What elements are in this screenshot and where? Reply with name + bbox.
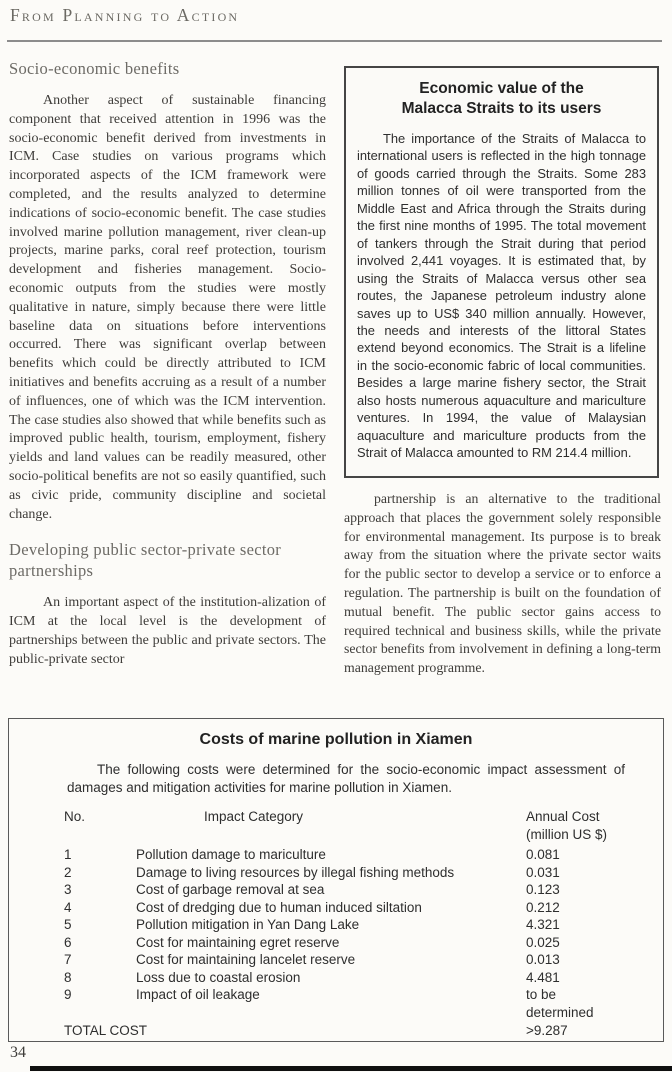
table-row xyxy=(9,916,663,934)
row-cost: 0.025 xyxy=(526,934,560,950)
col-header-annual-cost xyxy=(526,808,621,844)
row-category: Cost of dredging due to human induced siltation xyxy=(136,899,422,915)
row-no: 9 xyxy=(64,987,72,1002)
table-row xyxy=(9,934,663,952)
row-no: 7 xyxy=(64,952,72,967)
row-category: Pollution damage to mariculture xyxy=(136,847,326,862)
right-column xyxy=(344,64,661,716)
row-category: Impact of oil leakage xyxy=(136,987,260,1002)
partnerships-paragraph-start: An important aspect of the institution-alization of ICM at the local level is the development of partnerships between the public and private sectors. The public-private sector xyxy=(9,595,326,667)
row-category: Cost for maintaining lancelet reserve xyxy=(136,952,356,967)
xiamen-costs-box xyxy=(8,718,664,1042)
malacca-box-title-line1: Economic value of the xyxy=(419,80,584,97)
col-header-category: Impact Category xyxy=(204,809,304,824)
row-cost: to be determined xyxy=(526,987,594,1020)
row-no: 6 xyxy=(64,934,72,950)
row-category: Damage to living resources by illegal fishing methods xyxy=(136,864,455,880)
row-no: 4 xyxy=(64,899,72,915)
costs-box-intro: The following costs were determined for the socio-economic impact assessment of damages and mitigation activities for marine pollution in Xiamen. xyxy=(67,762,625,795)
row-category: Loss due to coastal erosion xyxy=(136,969,301,985)
table-row xyxy=(9,951,663,969)
row-cost: 4.481 xyxy=(526,969,560,985)
malacca-box-body: The importance of the Straits of Malacca to international users is reflected in the high tonnage of goods carried through the Straits. Some 283 million tonnes of oil were transported from the Middle East and Africa through the Straits during the first nine months of 1995. The total movement of tankers through the Strait during that period involved 2,441 voyages. It is estimated that, by using the Straits of Malacca versus other sea routes, the Japanese petroleum industry alone saves up to US$ 340 million annually. However, the needs and interests of the littoral States extend beyond economics. The Strait is a lifeline in the socio-economic fabric of local communities. Besides a large marine fishery sector, the Strait also hosts numerous aquaculture and mariculture ventures. In 1994, the value of Malaysian aquaculture and mariculture products from the Strait of Malacca amounted to RM 214.4 million. xyxy=(357,131,646,461)
col-header-no: No. xyxy=(64,809,86,824)
table-row xyxy=(9,864,663,882)
row-no: 3 xyxy=(64,882,72,897)
malacca-straits-box xyxy=(344,66,659,478)
table-row xyxy=(9,986,663,1021)
bottom-scan-bar xyxy=(30,1066,672,1071)
table-row xyxy=(9,899,663,917)
costs-box-title: Costs of marine pollution in Xiamen xyxy=(199,731,473,748)
row-category: Cost of garbage removal at sea xyxy=(136,882,325,897)
row-no: 5 xyxy=(64,917,72,932)
partnerships-paragraph-continued: partnership is an alternative to the traditional approach that places the government solely responsible for environmental management. Its purpose is to break away from the situation where the private sector waits for the public sector to develop a service or to enforce a regulation. The partnership is built on the foundation of mutual benefit. The public sector gains access to required technical and business skills, while the private sector benefits from involvement in defining a long-term management programme. xyxy=(344,491,661,676)
table-row xyxy=(9,881,663,899)
col-header-annual-cost-line2: (million US $) xyxy=(526,827,608,842)
row-category: Cost for maintaining egret reserve xyxy=(136,934,340,950)
header-rule xyxy=(7,40,662,42)
col-header-annual-cost-line1: Annual Cost xyxy=(526,809,600,824)
malacca-box-title xyxy=(357,79,646,119)
row-category: Pollution mitigation in Yan Dang Lake xyxy=(136,917,360,932)
section-heading-socio-economic: Socio-economic benefits xyxy=(9,59,180,78)
section-heading-partnerships: Developing public sector-private sector partnerships xyxy=(9,540,282,581)
row-no: 1 xyxy=(64,847,72,862)
page-number: 34 xyxy=(10,1044,26,1061)
left-column xyxy=(9,58,326,716)
socio-economic-paragraph: Another aspect of sustainable financing component that received attention in 1996 was the socio-economic benefit derived from investments in ICM. Case studies on various programs which incorporated aspects of the ICM framework were completed, and the results analyzed to determine indications of socio-economic benefit. The case studies involved marine pollution management, river clean-up projects, marine parks, coral reef protection, tourism development and fisheries management. Socio-economic outputs from the studies were mostly qualitative in nature, simply because there were little baseline data on situations before interventions occurred. There was significant overlap between benefits which could be directly attributed to ICM initiatives and benefits accruing as a result of a number of influences, one of which was the ICM intervention. The case studies also showed that while benefits such as improved public health, tourism, employment, fishery yields and land values can be readily measured, other socio-political benefits are not so easily quantified, such as civic pride, community discipline and societal change. xyxy=(9,93,326,522)
table-row xyxy=(9,846,663,864)
total-cost-value: >9.287 xyxy=(526,1023,568,1038)
row-cost: 0.081 xyxy=(526,847,560,862)
row-cost: 0.013 xyxy=(526,952,560,967)
costs-table-header-row xyxy=(9,808,663,844)
row-no: 8 xyxy=(64,969,72,985)
table-row xyxy=(9,969,663,987)
row-cost: 0.031 xyxy=(526,864,560,880)
row-no: 2 xyxy=(64,864,72,880)
row-cost: 0.123 xyxy=(526,882,560,897)
total-cost-label: TOTAL COST xyxy=(64,1023,148,1038)
row-cost: 0.212 xyxy=(526,899,560,915)
page-header-title: From Planning to Action xyxy=(10,5,240,25)
malacca-box-title-line2: Malacca Straits to its users xyxy=(401,100,602,117)
row-cost: 4.321 xyxy=(526,917,560,932)
table-total-row xyxy=(9,1022,663,1040)
